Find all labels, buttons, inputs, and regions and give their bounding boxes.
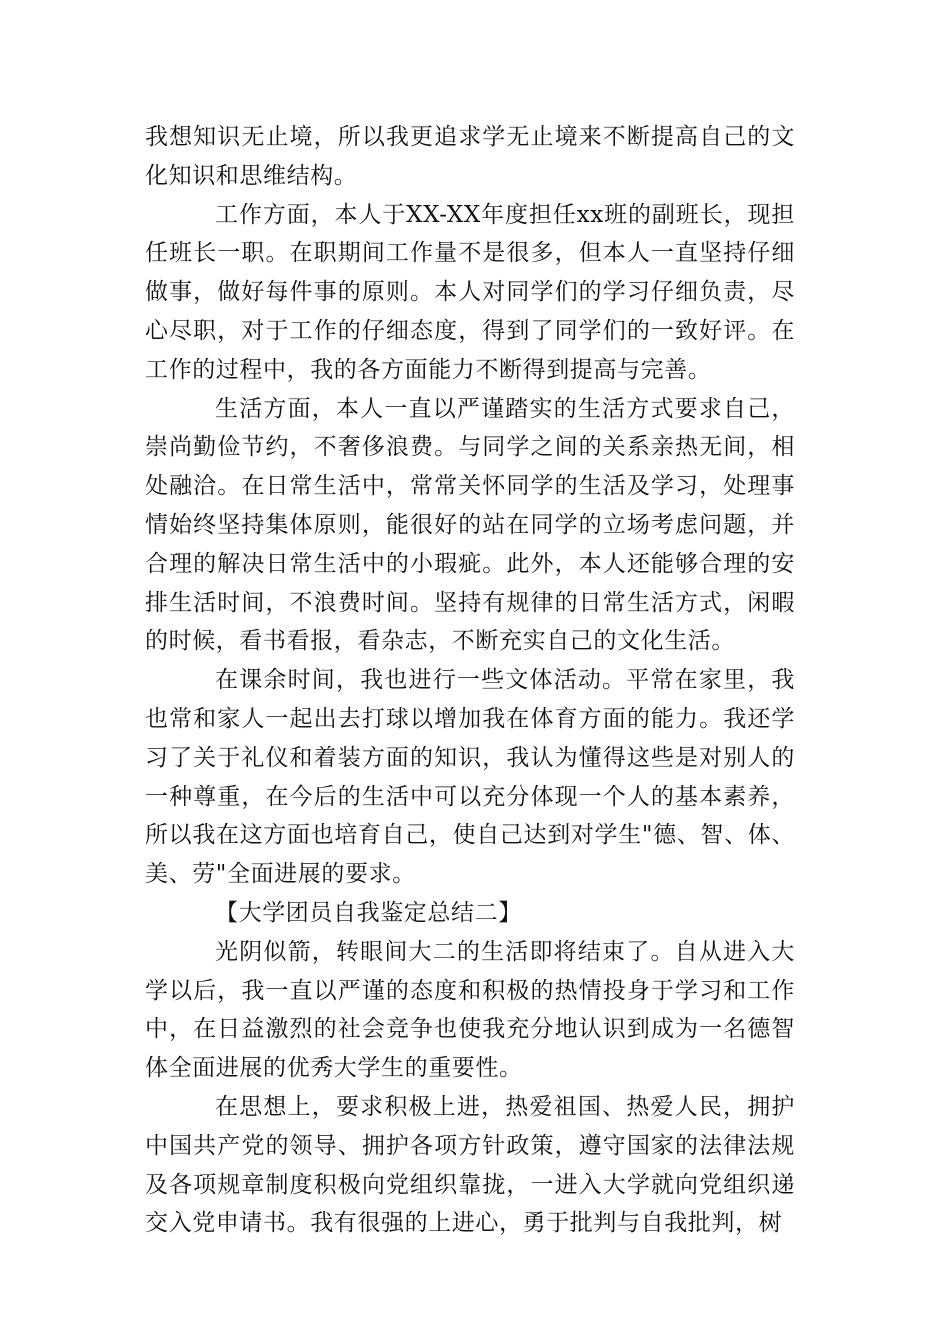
paragraph-work: 工作方面，本人于XX-XX年度担任xx班的副班长，现担任班长一职。在职期间工作量不是很多，但本人一直坚持仔细做事，做好每件事的原则。本人对同学们的学习仔细负责，尽心尽职，对于工作的仔细态度，得到了同学们的一致好评。在工作的过程中，我的各方面能力不断得到提高与完善。 [145,201,795,383]
section-heading: 【大学团员自我鉴定总结二】 [215,899,522,926]
paragraph-intro: 光阴似箭，转眼间大二的生活即将结束了。自从进入大学以后，我一直以严谨的态度和积极的热情投身于学习和工作中，在日益激烈的社会竞争也使我充分地认识到成为一名德智体全面进展的优秀大学生的重要性。 [145,938,795,1082]
paragraph-thought: 在思想上，要求积极上进，热爱祖国、热爱人民，拥护中国共产党的领导、拥护各项方针政策，遵守国家的法律法规及各项规章制度积极向党组织靠拢，一进入大学就向党组织递交入党申请书。我有很强的上进心，勇于批判与自我批判，树 [145,1093,795,1237]
document-body [145,118,795,1243]
paragraph-continuation: 我想知识无止境，所以我更追求学无止境来不断提高自己的文化知识和思维结构。 [145,124,795,189]
paragraph-life: 生活方面，本人一直以严谨踏实的生活方式要求自己，崇尚勤俭节约，不奢侈浪费。与同学之间的关系亲热无间，相处融洽。在日常生活中，常常关怀同学的生活及学习，处理事情始终坚持集体原则，能很好的站在同学的立场考虑问题，并合理的解决日常生活中的小瑕疵。此外，本人还能够合理的安排生活时间，不浪费时间。坚持有规律的日常生活方式，闲暇的时候，看书看报，看杂志，不断充实自己的文化生活。 [145,395,795,655]
paragraph-leisure: 在课余时间，我也进行一些文体活动。平常在家里，我也常和家人一起出去打球以增加我在体育方面的能力。我还学习了关于礼仪和着装方面的知识，我认为懂得这些是对别人的一种尊重，在今后的生活中可以充分体现一个人的基本素养，所以我在这方面也培育自己，使自己达到对学生"德、智、体、美、劳"全面进展的要求。 [145,667,795,888]
